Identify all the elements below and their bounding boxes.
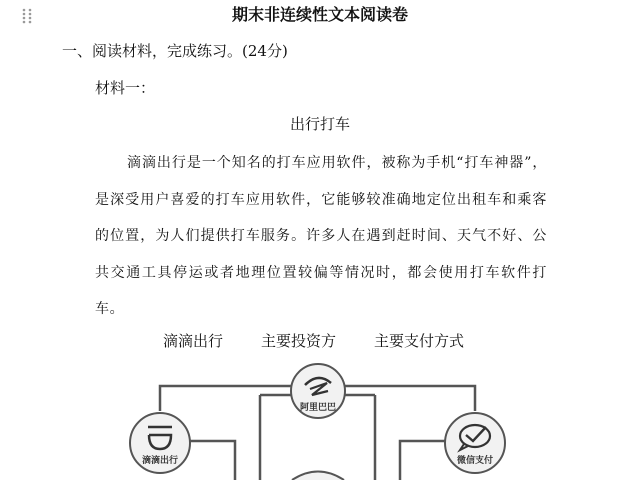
connector-line <box>343 386 475 411</box>
didi-node <box>130 413 190 473</box>
connector-line <box>400 441 446 480</box>
wechat-pay-label: 微信支付 <box>456 456 494 466</box>
diagram-header-payment: 主要支付方式 <box>374 332 465 350</box>
alibaba-node <box>291 364 345 418</box>
didi-label: 滴滴出行 <box>141 456 179 466</box>
relationship-diagram-svg <box>0 355 640 480</box>
diagram-header-didi: 滴滴出行 <box>163 332 224 350</box>
material-label: 材料一： <box>95 79 156 97</box>
diagram-header-investor: 主要投资方 <box>261 332 337 350</box>
alibaba-label: 阿里巴巴 <box>299 403 337 413</box>
article-paragraph: 滴滴出行是一个知名的打车应用软件，被称为手机“打车神器”，是深受用户喜爱的打车应用软件，它能够较准确地定位出租车和乘客的位置，为人们提供打车服务。许多人在遇到赶时间、天气不好、公共交通工具停运或者地理位置较偏等情况时，都会使用打车软件打车。 <box>95 155 547 317</box>
article-title: 出行打车 <box>289 115 350 133</box>
wechat-pay-node <box>445 413 505 473</box>
connector-line <box>185 441 235 480</box>
relationship-diagram <box>0 355 640 480</box>
diagram-headers <box>0 330 640 352</box>
connector-line <box>160 386 292 411</box>
partial-node-circle <box>292 472 344 480</box>
section-heading: 一、阅读材料，完成练习。(24分) <box>62 42 288 60</box>
document-title: 期末非连续性文本阅读卷 <box>231 5 408 24</box>
